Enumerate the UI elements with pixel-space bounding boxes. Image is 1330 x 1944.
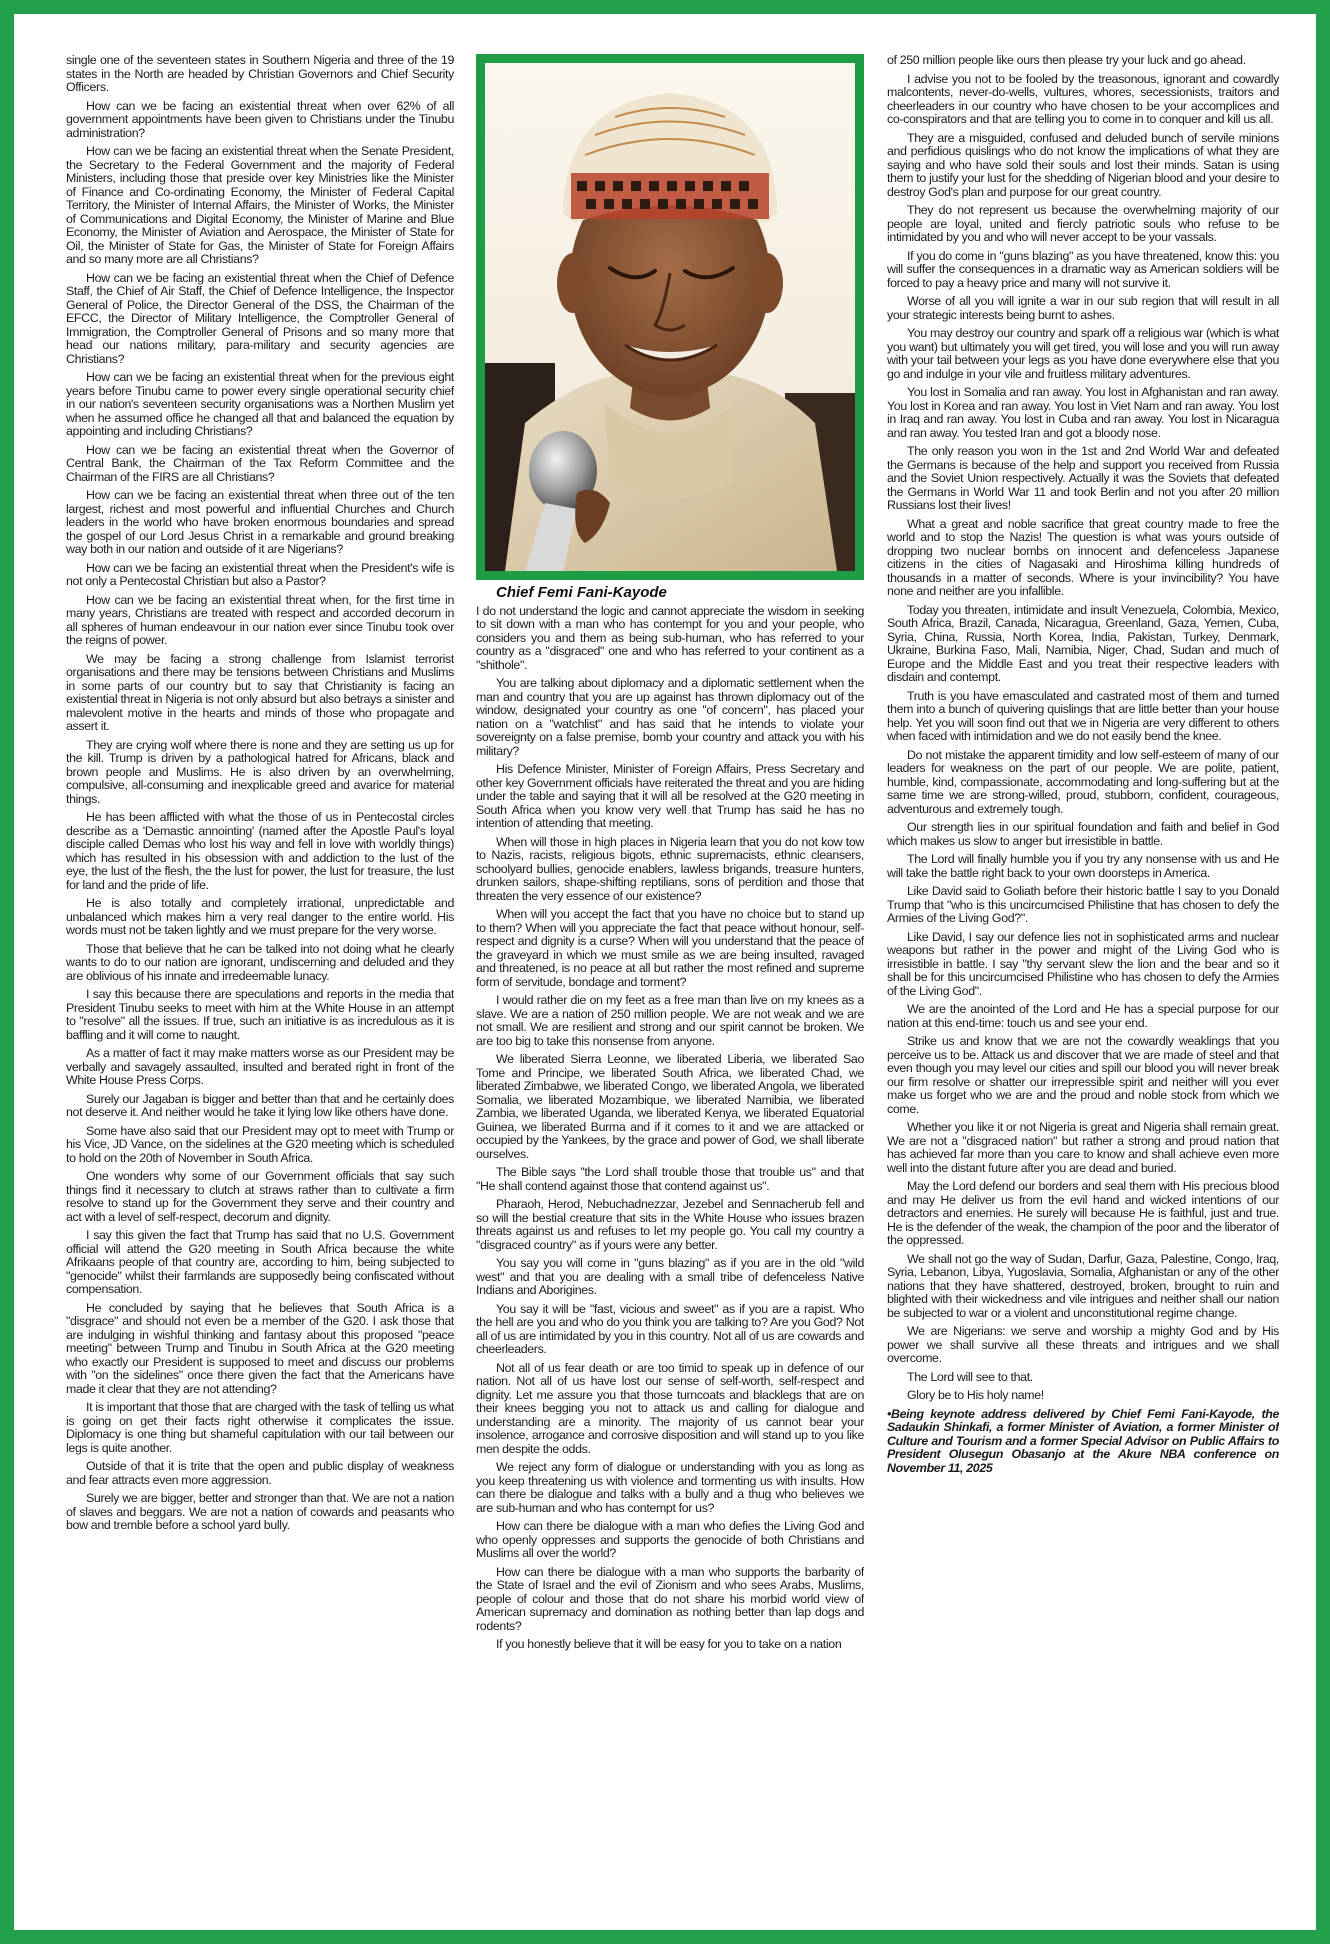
paragraph: He is also totally and completely irrational, unpredictable and unbalanced which makes him a very real danger to the entire world. His words must not be taken lightly and we must prepare for the very worse. [66,896,454,937]
paragraph: Outside of that it is trite that the open and public display of weakness and fear attracts even more aggression. [66,1459,454,1487]
paragraph: How can there be dialogue with a man who supports the barbarity of the State of Israel and the evil of Zionism and who sees Arabs, Muslims, people of colour and those that do not share his morbid world view of American supremacy and domination as nothing better than lap dogs and rodents? [476,1564,864,1633]
portrait-illustration [485,63,855,571]
paragraph: You are talking about diplomacy and a diplomatic settlement when the man and country that you are up against has thrown diplomacy out of the window, designated your country as one "of concern", has placed your nation on a "watchlist" and has said that he intends to violate your sovereignty on a false premise, bomb your country and attack you with his military? [476,676,864,758]
portrait-photo [476,54,864,580]
paragraph: Surely our Jagaban is bigger and better than that and he certainly does not deserve it. And neither would he take it lying low like others have done. [66,1091,454,1119]
paragraph: How can we be facing an existential threat when over 62% of all government appointments have been given to Christians under the Tinubu administration? [66,98,454,140]
paragraph: I do not understand the logic and cannot appreciate the wisdom in seeking to sit down with a man who has contempt for you and your people, who considers you and them as being sub-human, who has referred to your country as a "disgraced" one and who has referred to your continent as a "shithole". [476,603,864,672]
paragraph: We are Nigerians: we serve and worship a mighty God and by His power we shall survive all these threats and intrigues and we shall overcome. [887,1324,1279,1365]
paragraph: Whether you like it or not Nigeria is great and Nigeria shall remain great. We are not a "disgraced nation" but rather a strong and proud nation that has achieved far more than you care to know and shall achieve even more well into the distant future after you are dead and buried. [887,1120,1279,1175]
paragraph: Our strength lies in our spiritual foundation and faith and belief in God which makes us slow to anger but irresistible in battle. [887,820,1279,848]
paragraph: The Lord will see to that. [907,1369,1033,1384]
paragraph: We reject any form of dialogue or understanding with you as long as you keep threatening us with violence and tormenting us with insults. How can there be dialogue and talks with a bully and a thug who believes we are sub-human and who has contempt for us? [476,1460,864,1515]
paragraph: We are the anointed of the Lord and He has a special purpose for our nation at this end-time: touch us and see your end. [887,1002,1279,1030]
paragraph: He has been afflicted with what the those of us in Pentecostal circles describe as a 'Demastic annointing' (named after the Apostle Paul's loyal disciple called Demas who lost his way and fell in love with worldly things) which has resulted in his obsession with and addiction to the lust of the eye, the lust of the flesh, the the lust for power, the lust for treasure, the lust for land and the pride of life. [66,810,454,892]
paragraph: How can we be facing an existential threat when the Governor of Central Bank, the Chairman of the Tax Reform Committee and the Chairman of the FIRS are all Christians? [66,442,454,484]
paragraph: They are a misguided, confused and deluded bunch of servile minions and perfidious quislings who do not know the implications of what they are saying and who have sold their souls and lost their minds. Satan is using them to justify your lust for the shedding of Nigerian blood and your desire to destroy God's plan and purpose for our great country. [887,130,1279,199]
right-column [887,54,1279,1914]
paragraph: of 250 million people like ours then please try your luck and go ahead. [887,54,1246,67]
paragraph: I advise you not to be fooled by the treasonous, ignorant and cowardly malcontents, never-do-wells, vultures, whores, secessionists, traitors and cheerleaders in our country who have chosen to be your accomplices and co-conspirators and that are telling you to come in to conquer and kill us all. [887,71,1279,126]
paragraph: You lost in Somalia and ran away. You lost in Afghanistan and ran away. You lost in Korea and ran away. You lost in Viet Nam and ran away. You lost in Iraq and ran away. You lost in Cuba and ran away. You lost in Nicaragua and ran away. You tested Iran and got a bloody nose. [887,385,1279,440]
paragraph: Today you threaten, intimidate and insult Venezuela, Colombia, Mexico, South Africa, Brazil, Canada, Nicaragua, Greenland, Gaza, Yemen, Cuba, Syria, China, Russia, North Korea, India, Pakistan, Turkey, Denmark, Ukraine, Burkina Faso, Mali, Namibia, Niger, Chad, Sudan and much of Europe and the Middle East and you treat their respective leaders with disdain and contempt. [887,602,1279,684]
closing-note: •Being keynote address delivered by Chief Femi Fani-Kayode, the Sadaukin Shinkafi, a former Minister of Aviation, a former Minister of Culture and Tourism and a former Special Advisor on Public Affairs to President Olusegun Obasanjo at the Akure NBA conference on November 11, 2025 [887,1406,1279,1475]
middle-column [476,54,864,1914]
paragraph: One wonders why some of our Government officials that say such things find it necessary to clutch at straws rather than to cultivate a firm resolve to stand up for the Government they serve and their country and act with a level of self-respect, decorum and dignity. [66,1169,454,1224]
paragraph: How can we be facing an existential threat when three out of the ten largest, richest and most powerful and influential Churches and Church leaders in the world who have broken enormous boundaries and spread the gospel of our Lord Jesus Christ in a remarkable and ground breaking way both in our nation and outside of it are Nigerians? [66,488,454,556]
paragraph: How can we be facing an existential threat when the Chief of Defence Staff, the Chief of Air Staff, the Chief of Defence Intelligence, the Inspector General of Police, the Director General of the DSS, the Chairman of the EFCC, the Director of Military Intelligence, the Comptroller General of Immigration, the Comptroller General of Prisons and so many more that head our nations military, para-military and security agencies are Christians? [66,270,454,366]
paragraph: Glory be to His holy name! [907,1388,1044,1402]
paragraph: I would rather die on my feet as a free man than live on my knees as a slave. We are a nation of 250 million people. We are not weak and we are not small. We are resilient and strong and our spirit cannot be broken. We are too big to take this nonsense from anyone. [476,993,864,1048]
middle-column-paragraphs [476,605,864,1652]
paragraph: They are crying wolf where there is none and they are setting us up for the kill. Trump is driven by a pathological hatred for Africans, black and brown people and Muslims. He is also driven by an overwhelming, compulsive, all-consuming and inexplicable greed and avarice for material things. [66,737,454,806]
paragraph: How can there be dialogue with a man who defies the Living God and who openly oppresses and supports the genocide of both Christians and Muslims all over the world? [476,1519,864,1560]
paragraph: Not all of us fear death or are too timid to speak up in defence of our nation. Not all of us have lost our sense of self-worth, self-respect and dignity. Let me assure you that those turncoats and blacklegs that are on their knees begging you not to attack us and calling for dialogue and understanding are a minority. The majority of us cannot bear your insolence, arrogance and corrosive disposition and will stand up to you like men despite the odds. [476,1360,864,1456]
paragraph: You say you will come in "guns blazing" as if you are in the old "wild west" and that you are dealing with a small tribe of defenceless Native Indians and Aborigines. [476,1256,864,1297]
paragraph: Strike us and know that we are not the cowardly weaklings that you perceive us to be. Attack us and discover that we are made of steel and that even though you may level our cities and spill our blood you will never break our firm resolve or shatter our irrepressible spirit and neither will you ever make us forget who we are and the proud and noble stock from which we come. [887,1034,1279,1116]
paragraph: Like David, I say our defence lies not in sophisticated arms and nuclear weapons but rather in the power and might of the Living God who is irresistible in battle. I say "thy servant slew the lion and the bear and so it shall be for this uncircumcised Philistine who has chosen to defy the Armies of the Living God". [887,929,1279,998]
left-column-paragraphs [66,54,454,1533]
paragraph: How can we be facing an existential threat when, for the first time in many years, Christians are treated with respect and accorded decorum in all spheres of human endeavour in our nation ever since Tinubu took over the reigns of power. [66,592,454,647]
paragraph: Do not mistake the apparent timidity and low self-esteem of many of our leaders for weakness on the part of our people. We are polite, patient, humble, kind, compassionate, accommodating and long-suffering but at the same time we are strong-willed, proud, stubborn, confident, courageous, adventurous and extremely tough. [887,747,1279,816]
paragraph: We liberated Sierra Leonne, we liberated Liberia, we liberated Sao Tome and Principe, we liberated South Africa, we liberated Chad, we liberated Zimbabwe, we liberated Congo, we liberated Angola, we liberated Somalia, we liberated Mozambique, we liberated Namibia, we liberated Zambia, we liberated Uganda, we liberated Kenya, we liberated Equatorial Guinea, we liberated Burma and if it comes to it and we are attacked or occupied by the Yankees, by the grace and power of God, we shall liberate ourselves. [476,1052,864,1161]
paragraph: If you honestly believe that it will be easy for you to take on a nation [496,1637,842,1651]
paragraph: The Bible says "the Lord shall trouble those that trouble us" and that "He shall contend against those that contend against us". [476,1165,864,1193]
paragraph: I say this given the fact that Trump has said that no U.S. Government official will attend the G20 meeting in South Africa because the white Afrikaans people of that country are, according to him, being subjected to "genocide" whilst their farmlands are supposedly being confiscated without compensation. [66,1228,454,1296]
paragraph: single one of the seventeen states in Southern Nigeria and three of the 19 states in the North are headed by Christian Governors and Chief Security Officers. [66,54,454,94]
paragraph: How can we be facing an existential threat when the Senate President, the Secretary to the Federal Government and the majority of Federal Ministers, including those that preside over key Ministries like the Minister of Finance and Co-ordinating Economy, the Minister of Federal Capital Territory, the Minister of Internal Affairs, the Minister of Works, the Minister of Communications and Digital Economy, the Minister of Marine and Blue Economy, the Minister of Aviation and Aerospace, the Minister of State for Oil, the Minister of State for Gas, the Minister of State for Foreign Affairs and so many more are all Christians? [66,144,454,266]
photo-caption: Chief Femi Fani-Kayode [496,584,667,601]
paragraph: We may be facing a strong challenge from Islamist terrorist organisations and there may be tensions between Christians and Muslims in some parts of our country but to say that Christianity is facing an existential threat in Nigeria is not only absurd but also betrays a sinister and malevolent motive in the hearts and minds of those who propagate and assert it. [66,651,454,733]
paragraph: As a matter of fact it may make matters worse as our President may be verbally and savagely assaulted, insulted and berated right in front of the White House Press Corps. [66,1046,454,1087]
paragraph: They do not represent us because the overwhelming majority of our people are loyal, united and fiercly patriotic souls who refuse to be intimidated by you and who will never accept to be your vassals. [887,203,1279,244]
paragraph: When will you accept the fact that you have no choice but to stand up to them? When will you appreciate the fact that peace without honour, self-respect and dignity is a curse? When will you understand that the peace of the graveyard in which we must smile as we are being insulted, ravaged and threatened, is no peace at all but rather the most refined and supreme form of servitude, bondage and torment? [476,907,864,989]
paragraph: The Lord will finally humble you if you try any nonsense with us and He will take the battle right back to your own doorsteps in America. [887,852,1279,880]
paragraph: Those that believe that he can be talked into not doing what he clearly wants to do to our nation are ignorant, undiscerning and deluded and they are oblivious of his innate and irredeemable lunacy. [66,941,454,983]
newspaper-page [14,14,1316,1930]
paragraph: Surely we are bigger, better and stronger than that. We are not a nation of slaves and beggars. We are not a nation of cowards and peasants who bow and tremble before a school yard bully. [66,1491,454,1532]
paragraph: We shall not go the way of Sudan, Darfur, Gaza, Palestine, Congo, Iraq, Syria, Lebanon, Libya, Yugoslavia, Somalia, Afghanistan or any of the other nations that they have shattered, destroyed, broken, brought to ruin and blighted with their wickedness and vile intrigues and neither shall our nation be subjected to war or a violent and unconstitutional regime change. [887,1251,1279,1320]
paragraph: Worse of all you will ignite a war in our sub region that will result in all your strategic interests being burnt to ashes. [887,294,1279,322]
paragraph: Like David said to Goliath before their historic battle I say to you Donald Trump that "who is this uncircumcised Philistine that has chosen to defy the Armies of the Living God?". [887,884,1279,925]
paragraph: Pharaoh, Herod, Nebuchadnezzar, Jezebel and Sennacherub fell and so will the bestial creature that sits in the White House who issues brazen threats against us and refuses to let my people go. You call my country a "disgraced country" as if yours were any better. [476,1197,864,1252]
paragraph: Truth is you have emasculated and castrated most of them and turned them into a bunch of quivering quislings that are little better than your house help. Yet you will soon find out that we in Nigeria are very different to others when faced with intimidation and we do not easily bend the knee. [887,688,1279,743]
left-column [66,54,454,1914]
paragraph: You may destroy our country and spark off a religious war (which is what you want) but ultimately you will get tired, you will lose and you will run away with your tail between your legs as you have done everywhere else that you go and indulge in your vile and fruitless military adventures. [887,326,1279,381]
paragraph: I say this because there are speculations and reports in the media that President Tinubu seeks to meet with him at the White House in an attempt to "resolve" all the issues. If true, such an initiative is as incredulous as it is baffling and it will come to naught. [66,987,454,1042]
paragraph: The only reason you won in the 1st and 2nd World War and defeated the Germans is because of the help and support you received from Russia and the Soviet Union respectively. Actually it was the Soviets that defeated the Germans in World War 11 and took Berlin and not you after 20 million Russians lost their lives! [887,444,1279,512]
paragraph: May the Lord defend our borders and seal them with His precious blood and may He deliver us from the evil hand and wicked intentions of our detractors and enemies. He surely will because He is faithful, just and true. He is the defender of the weak, the champion of the poor and the liberator of the oppressed. [887,1179,1279,1247]
paragraph: What a great and noble sacrifice that great country made to free the world and to stop the Nazis! The question is what was yours outside of dropping two nuclear bombs on innocent and defenceless Japanese citizens in the cities of Nagasaki and Hiroshima killing hundreds of thousands in a matter of seconds. Where is your invincibility? You have none and neither are you infallible. [887,516,1279,598]
paragraph: He concluded by saying that he believes that South Africa is a "disgrace" and should not even be a member of the G20. I ask those that are indulging in wishful thinking and fantasy about this proposed "peace meeting" between Trump and Tinubu in South Africa at the G20 meeting who exactly our President is supposed to meet and discuss our problems with "on the sidelines" once there given the fact that the Americans have made it clear that they are not attending? [66,1300,454,1396]
paragraph: How can we be facing an existential threat when the President's wife is not only a Pentecostal Christian but also a Pastor? [66,560,454,588]
paragraph: Some have also said that our President may opt to meet with Trump or his Vice, JD Vance, on the sidelines at the G20 meeting which is scheduled to hold on the 20th of November in South Africa. [66,1123,454,1165]
paragraph: It is important that those that are charged with the task of telling us what is going on get their facts right otherwise it complicates the issue. Diplomacy is one thing but shameful capitulation with our tail between our legs is quite another. [66,1400,454,1455]
paragraph: You say it will be "fast, vicious and sweet" as if you are a rapist. Who the hell are you and who do you think you are talking to? Are you God? Not all of us are intimidated by you in this country. Not all of us are cowards and cheerleaders. [476,1301,864,1356]
paragraph: How can we be facing an existential threat when for the previous eight years before Tinubu came to power every single operational security chief in our nation's seventeen security organisations was a Northen Muslim yet when he assumed office he changed all that and balanced the equation by appointing and including Christians? [66,370,454,438]
right-column-paragraphs [887,54,1279,1403]
paragraph: His Defence Minister, Minister of Foreign Affairs, Press Secretary and other key Government officials have reiterated the threat and you are hiding under the table and saying that it will all be resolved at the G20 meeting in South Africa when you know very well that Trump has said he has no intention of attending that meeting. [476,762,864,830]
paragraph: When will those in high places in Nigeria learn that you do not kow tow to Nazis, racists, religious bigots, ethnic supremacists, ethnic cleansers, schoolyard bullies, genocide enablers, lawless brigands, treasure hunters, drunken sailors, shape-shifting reptilians, sons of perdition and those that threaten the very essence of our existence? [476,834,864,903]
paragraph: If you do come in "guns blazing" as you have threatened, know this: you will suffer the consequences in a dramatic way as American soldiers will be forced to pay a heavy price and many will not survive it. [887,248,1279,290]
